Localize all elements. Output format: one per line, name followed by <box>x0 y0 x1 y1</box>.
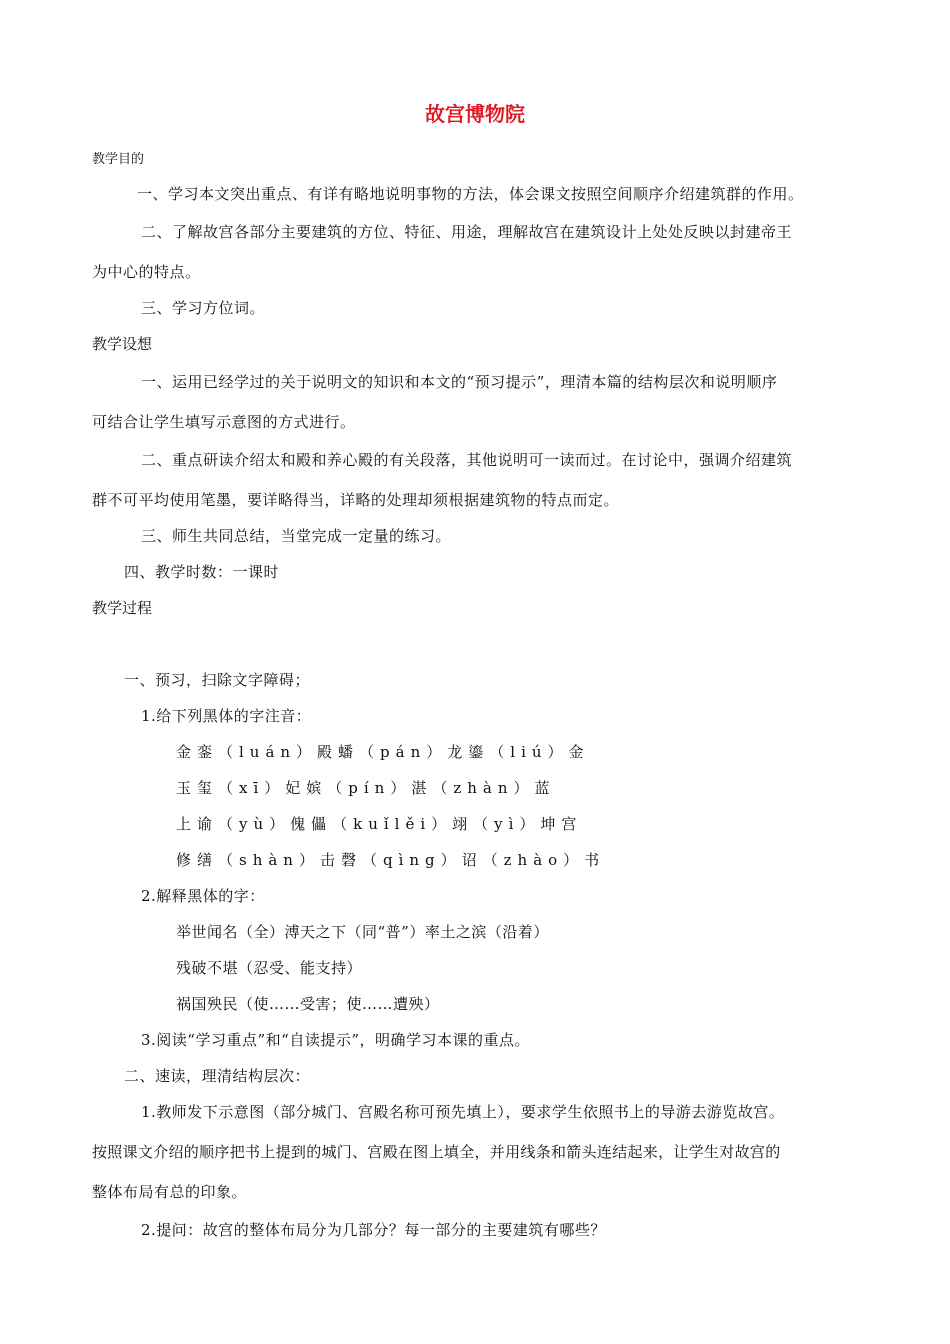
section-heading-teaching-process: 教学过程 <box>92 599 153 617</box>
pinyin-line: 金銮（luán）殿蟠（pán）龙鎏（liú）金 <box>176 743 590 761</box>
paragraph-line: 二、重点研读介绍太和殿和养心殿的有关段落，其他说明可一读而过。在讨论中，强调介绍建筑 <box>141 451 793 469</box>
paragraph-line: 三、师生共同总结，当堂完成一定量的练习。 <box>141 527 452 545</box>
pinyin-line: 上谕（yù）傀儡（kuǐlěi）翊（yì）坤宫 <box>176 815 583 833</box>
paragraph-line: 可结合让学生填写示意图的方式进行。 <box>92 413 356 431</box>
paragraph-line: 残破不堪（忍受、能支持） <box>176 959 363 977</box>
paragraph-line: 一、学习本文突出重点、有详有略地说明事物的方法，体会课文按照空间顺序介绍建筑群的作用。 <box>137 185 804 203</box>
page-title: 故宫博物院 <box>425 102 525 126</box>
paragraph-line: 二、速读，理清结构层次： <box>124 1067 311 1085</box>
paragraph-line: 二、了解故宫各部分主要建筑的方位、特征、用途，理解故宫在建筑设计上处处反映以封建帝王 <box>141 223 793 241</box>
paragraph-line: 三、学习方位词。 <box>141 299 266 317</box>
section-heading-teaching-ideas: 教学设想 <box>92 335 153 353</box>
paragraph-line: 1.教师发下示意图（部分城门、宫殿名称可预先填上），要求学生依照书上的导游去游览故宫。 <box>141 1103 785 1121</box>
paragraph-line: 按照课文介绍的顺序把书上提到的城门、宫殿在图上填全，并用线条和箭头连结起来，让学生对故宫的 <box>92 1143 781 1161</box>
pinyin-line: 玉玺（xī）妃嫔（pín）湛（zhàn）蓝 <box>176 779 556 797</box>
paragraph-line: 四、教学时数：一课时 <box>124 563 280 581</box>
pinyin-line: 修缮（shàn）击磬（qìng）诏（zhào）书 <box>176 851 606 869</box>
paragraph-line: 为中心的特点。 <box>92 263 201 281</box>
section-heading-teaching-goals: 教学目的 <box>92 152 145 167</box>
paragraph-line: 一、预习，扫除文字障碍； <box>124 671 311 689</box>
paragraph-line: 1.给下列黑体的字注音： <box>141 707 312 725</box>
paragraph-line: 2.解释黑体的字： <box>141 887 265 905</box>
paragraph-line: 3.阅读“学习重点”和“自读提示”，明确学习本课的重点。 <box>141 1031 530 1049</box>
paragraph-line: 举世闻名（全）溥天之下（同“普”）率土之滨（沿着） <box>176 923 549 941</box>
paragraph-line: 群不可平均使用笔墨，要详略得当，详略的处理却须根据建筑物的特点而定。 <box>92 491 620 509</box>
paragraph-line: 整体布局有总的印象。 <box>92 1183 248 1201</box>
paragraph-line: 一、运用已经学过的关于说明文的知识和本文的“预习提示”，理清本篇的结构层次和说明顺序 <box>141 373 778 391</box>
paragraph-line: 祸国殃民（使……受害；使……遭殃） <box>176 995 440 1013</box>
paragraph-line: 2.提问：故宫的整体布局分为几部分？每一部分的主要建筑有哪些？ <box>141 1221 606 1239</box>
